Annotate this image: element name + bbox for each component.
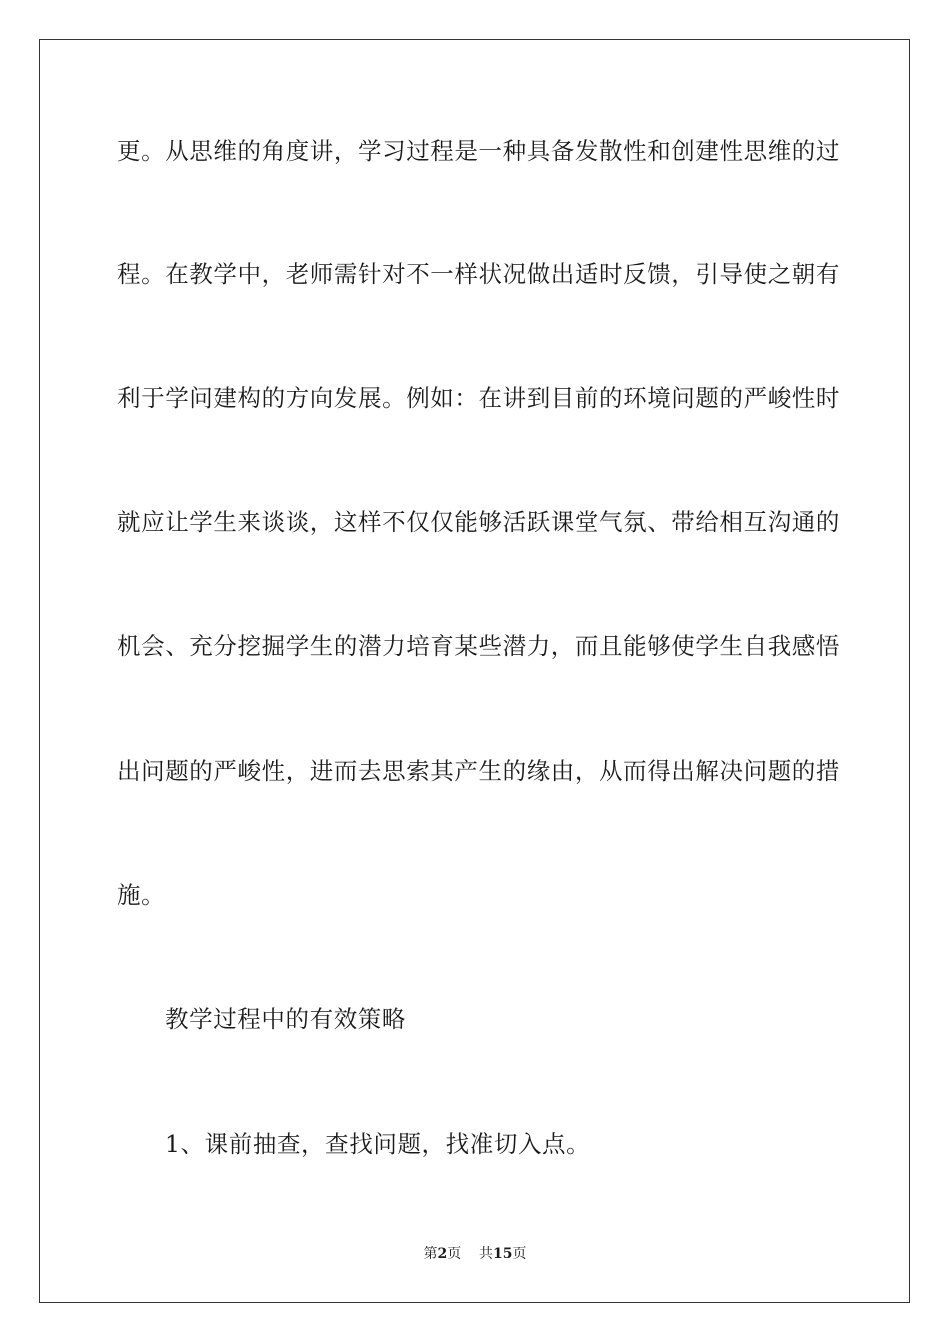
body-line-6: 出问题的严峻性，进而去思索其产生的缘由，从而得出解决问题的措 (117, 757, 840, 785)
body-line-7: 施。 (117, 881, 166, 909)
list-item: 1、课前抽查，查找问题，找准切入点。 (165, 1130, 591, 1158)
page-number: 2 (437, 1246, 448, 1262)
page-prefix: 第 (423, 1246, 438, 1262)
page-suffix: 页 (447, 1246, 462, 1262)
total-suffix: 页 (512, 1246, 527, 1262)
total-pages: 15 (493, 1246, 513, 1262)
total-prefix: 共 (479, 1246, 494, 1262)
body-line-5: 机会、充分挖掘学生的潜力培育某些潜力，而且能够使学生自我感悟 (117, 632, 840, 660)
body-line-2: 程。在教学中，老师需针对不一样状况做出适时反馈，引导使之朝有 (117, 260, 840, 288)
body-line-3: 利于学问建构的方向发展。例如：在讲到目前的环境问题的严峻性时 (117, 384, 840, 412)
section-heading: 教学过程中的有效策略 (165, 1005, 406, 1033)
page-frame (39, 39, 910, 1303)
body-line-4: 就应让学生来谈谈，这样不仅仅能够活跃课堂气氛、带给相互沟通的 (117, 508, 840, 536)
page-footer (0, 1244, 950, 1264)
body-line-1: 更。从思维的角度讲，学习过程是一种具备发散性和创建性思维的过 (117, 137, 840, 165)
